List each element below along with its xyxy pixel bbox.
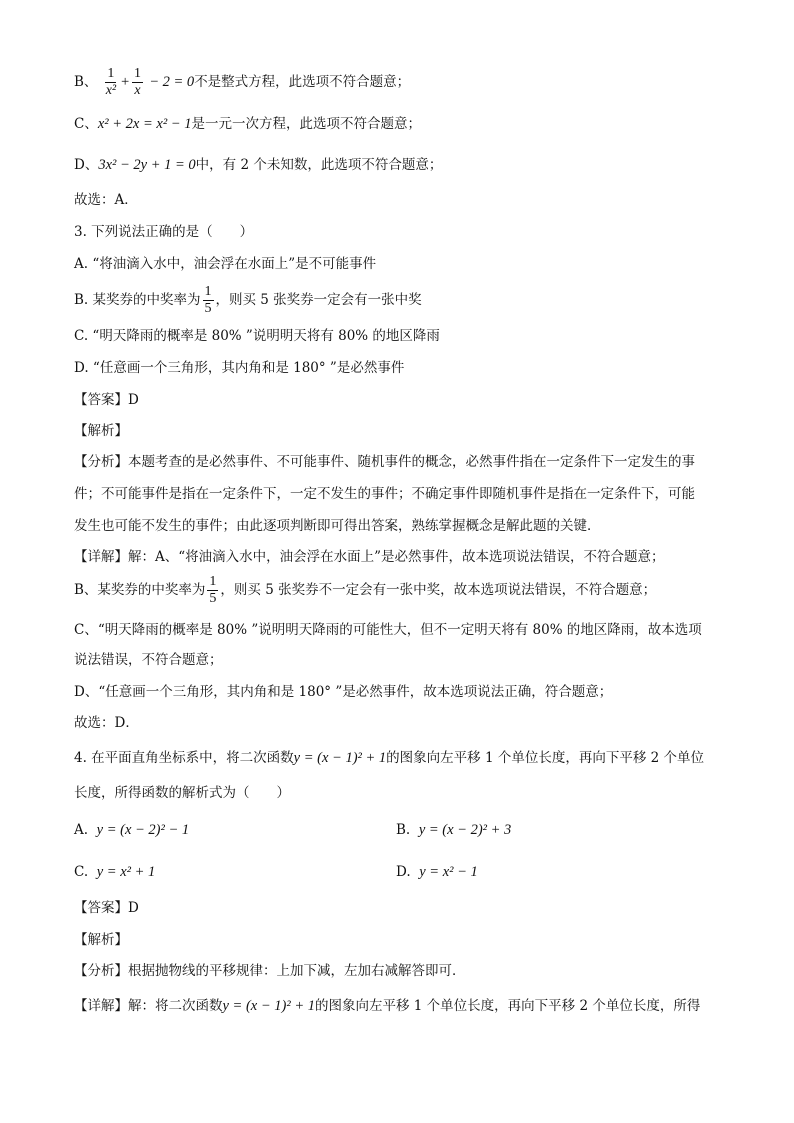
detail-text: C、“明天降雨的概率是 80% ”说明明天降雨的可能性大，但不一定明天将有 80% 的地区降雨，故本选项 [74,622,702,638]
fraction: $\frac{1}{5}$ [209,574,217,606]
analysis-text: 发生也可能不发生的事件；由此逐项判断即可得出答案，熟练掌握概念是解此题的关键． [74,518,601,534]
q3-option-a: A. “将油滴入水中，油会浮在水面上”是不可能事件 [74,256,377,272]
q4-option-a: A. y = (x − 2)² − 1 [74,822,190,838]
question-3: 3. 下列说法正确的是（ ） [74,224,254,240]
detail-text: 说法错误，不符合题意； [74,652,223,668]
option-d-line: D、3x² − 2y + 1 = 0中，有 2 个未知数，此选项不符合题意； [74,157,443,173]
analysis-text: 【分析】本题考查的是必然事件、不可能事件、随机事件的概念，必然事件指在一定条件下一定发生的事 [74,454,695,470]
q4-option-b: B. y = (x − 2)² + 3 [396,822,512,838]
fraction: $\frac{1}{x}$ [133,66,141,98]
q3-option-c: C. “明天降雨的概率是 80% ”说明明天将有 80% 的地区降雨 [74,328,440,344]
analysis-label: 【解析】 [74,932,128,948]
option-b-line: B、 $\frac{1}{\text{x²}}$ + $\frac{1}{x}$ − 2 = 0不是整式方程，此选项不符合题意； [74,66,411,98]
q3-option-b: B. 某奖券的中奖率为 $\frac{1}{5}$ ，则买 5 张奖券一定会有一张中奖 [74,284,422,316]
analysis-label: 【解析】 [74,423,128,439]
detail-text: D、“任意画一个三角形，其内角和是 180° ”是必然事件，故本选项说法正确，符合题意； [74,684,613,700]
q3-option-d: D. “任意画一个三角形，其内角和是 180° ”是必然事件 [74,360,405,376]
analysis-text: 件；不可能事件是指在一定条件下，一定不发生的事件；不确定事件即随机事件是指在一定条件下，可能 [74,486,695,502]
q4-option-d: D. y = x² − 1 [396,864,478,880]
answer-label: 【答案】D [74,900,139,916]
q4-option-c: C. y = x² + 1 [74,864,156,880]
detail-text: B、某奖券的中奖率为 $\frac{1}{5}$ ，则买 5 张奖券不一定会有一张中奖，故本选项说法错误，不符合题意； [74,574,657,606]
option-c-line: C、x² + 2x = x² − 1是一元一次方程，此选项不符合题意； [74,116,421,132]
answer-choice: 故选：D． [74,715,139,731]
fraction: $\frac{1}{5}$ [204,284,212,316]
answer-label: 【答案】D [74,392,139,408]
detail-text: 【详解】解：A、“将油滴入水中，油会浮在水面上”是必然事件，故本选项说法错误，不符合题意； [74,549,665,565]
question-4-cont: 长度，所得函数的解析式为（ ） [74,785,290,801]
fraction: $\frac{1}{\text{x²}}$ [105,66,117,98]
answer-choice: 故选：A． [74,192,138,208]
question-4: 4. 在平面直角坐标系中，将二次函数y = (x − 1)² + 1的图象向左平移 1 个单位长度，再向下平移 2 个单位 [74,750,704,766]
analysis-text: 【分析】根据抛物线的平移规律：上加下减，左加右减解答即可． [74,963,466,979]
detail-text: 【详解】解：将二次函数y = (x − 1)² + 1的图象向左平移 1 个单位长度，再向下平移 2 个单位长度，所得 [74,998,701,1014]
